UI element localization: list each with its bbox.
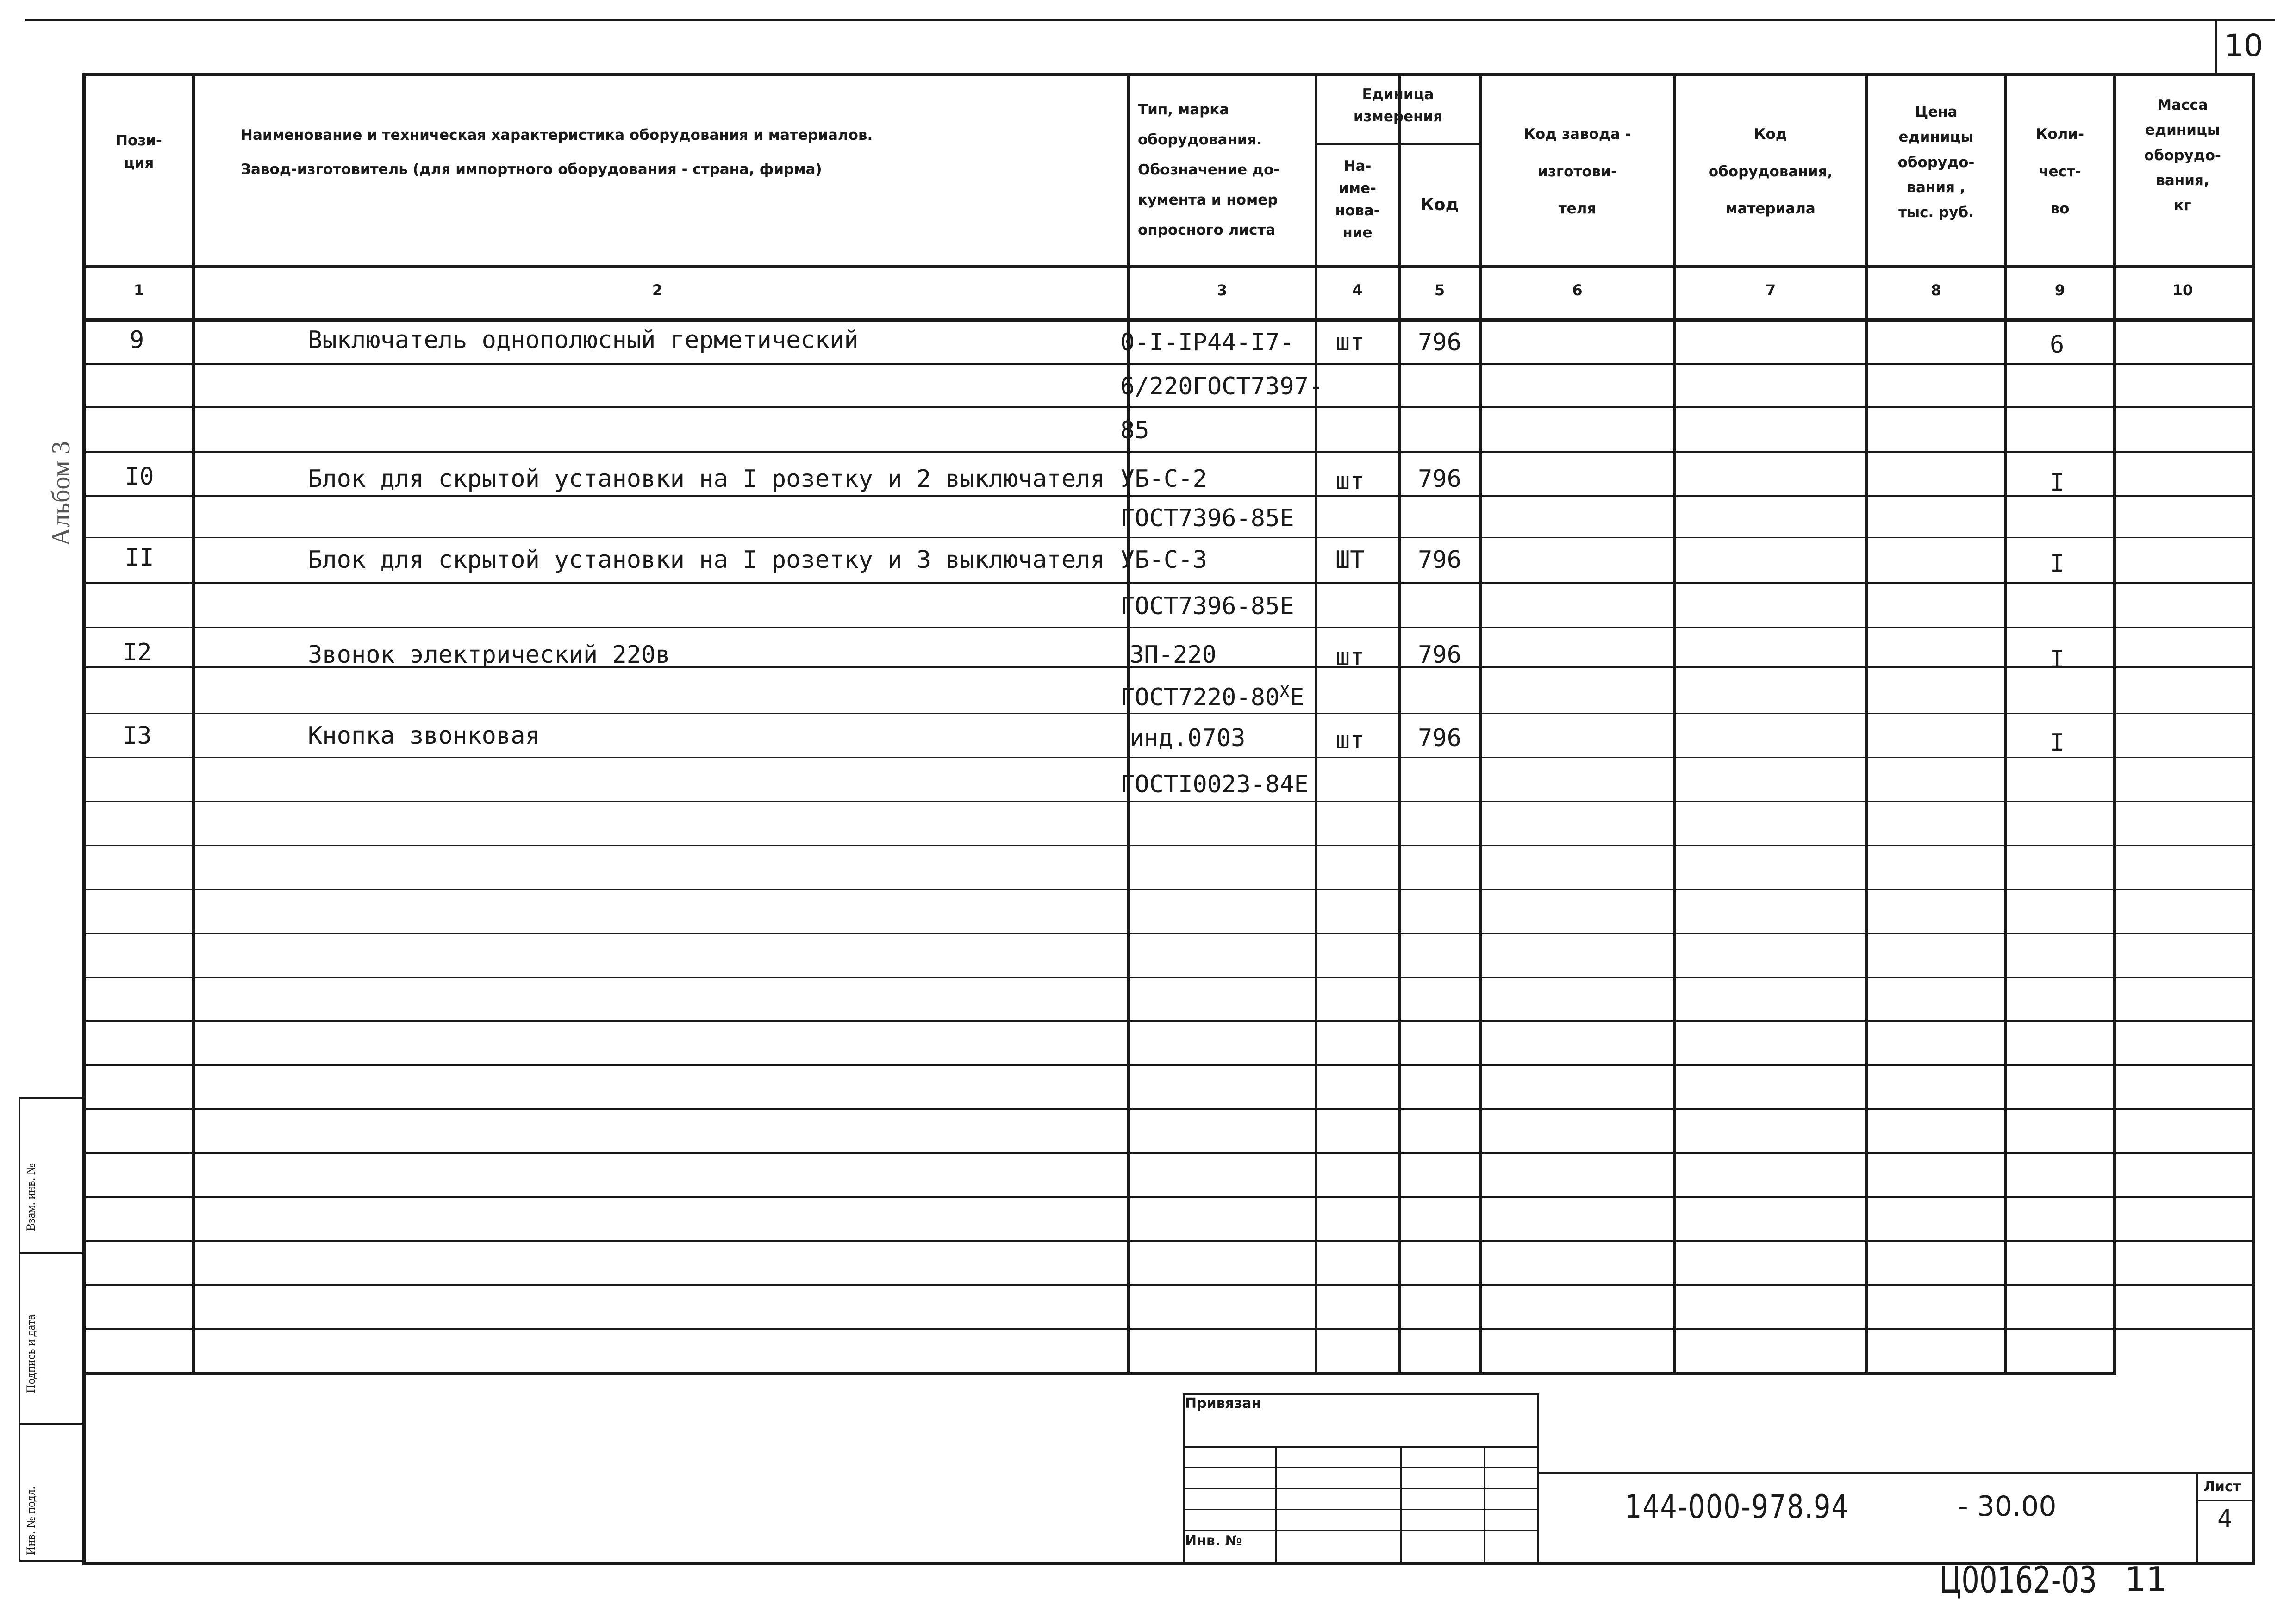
row-divider bbox=[82, 1284, 2252, 1286]
side-stamp-label-3: Инв. № подл. bbox=[24, 1486, 37, 1555]
row-5-name: Кнопка звонковая bbox=[308, 722, 540, 750]
col-header-4: На- име- нова- ние bbox=[1335, 158, 1380, 242]
row-3-name: Блок для скрытой установки на I розетку и 3 выключателя bbox=[308, 546, 1105, 574]
row-4-type-2-superscript: Х bbox=[1279, 682, 1290, 701]
col-header-10: Масса единицы оборудо- вания, кг bbox=[2144, 97, 2221, 214]
row-1-qty: 6 bbox=[2050, 331, 2065, 359]
row-divider bbox=[82, 1240, 2252, 1242]
code-block-top bbox=[1539, 1472, 2252, 1474]
column-divider bbox=[1398, 73, 1401, 1372]
column-divider bbox=[1479, 73, 1482, 1372]
col-number-7: 7 bbox=[1765, 281, 1776, 299]
row-4-code: 796 bbox=[1418, 641, 1461, 669]
sheet-box-divider bbox=[2196, 1500, 2252, 1501]
row-2-code: 796 bbox=[1418, 465, 1461, 493]
row-divider bbox=[82, 363, 2252, 365]
binding-strip-divider-2 bbox=[19, 1423, 83, 1425]
row-divider bbox=[82, 713, 2252, 714]
row-4-type-2-base: ГОСТ7220-80 bbox=[1120, 684, 1280, 711]
row-divider bbox=[82, 451, 2252, 453]
row-2-type-1: УБ-С-2 bbox=[1120, 465, 1207, 493]
row-5-type-2: ГОСТI0023-84Е bbox=[1120, 771, 1309, 798]
side-stamp-label-2: Подпись и дата bbox=[24, 1314, 37, 1393]
col-header-2: Наименование и техническая характеристика оборудования и материалов. Завод-изготовитель (для импортного оборудования - страна, фирма) bbox=[241, 127, 873, 178]
sheet-label: Лист bbox=[2203, 1479, 2241, 1495]
row-1-type-2: 6/220ГОСТ7397- bbox=[1120, 373, 1323, 400]
row-3-qty: I bbox=[2050, 550, 2065, 578]
row-divider bbox=[82, 582, 2252, 584]
row-4-type-1: ЗП-220 bbox=[1129, 641, 1217, 669]
row-divider bbox=[82, 1020, 2252, 1022]
col-header-1: Пози- ция bbox=[116, 132, 162, 172]
stamp-inv-no: Инв. № bbox=[1185, 1533, 1242, 1549]
unit-group-header: Единица измерения bbox=[1353, 86, 1443, 125]
binding-strip-bottom bbox=[19, 1560, 83, 1562]
stamp-privyazan: Привязан bbox=[1185, 1395, 1261, 1412]
row-3-type-2: ГОСТ7396-85Е bbox=[1120, 592, 1294, 620]
row-divider bbox=[82, 1196, 2252, 1198]
row-2-position: I0 bbox=[125, 463, 154, 491]
col-number-5: 5 bbox=[1434, 281, 1445, 299]
stamp-box-row bbox=[1183, 1530, 1539, 1531]
corner-box-left bbox=[2215, 19, 2217, 74]
sheet-box-left bbox=[2196, 1472, 2198, 1562]
binding-strip-outer bbox=[19, 1097, 20, 1560]
col-header-8: Цена единицы оборудо- вания , тыс. руб. bbox=[1897, 104, 1975, 221]
col-number-1: 1 bbox=[133, 281, 144, 299]
album-label: Альбом 3 bbox=[47, 441, 75, 546]
row-3-code: 796 bbox=[1418, 546, 1461, 574]
row-5-code: 796 bbox=[1418, 724, 1461, 752]
col-header-7: Код оборудования, материала bbox=[1708, 126, 1833, 218]
column-divider bbox=[2113, 73, 2116, 1372]
col-number-3: 3 bbox=[1217, 281, 1228, 299]
row-5-position: I3 bbox=[123, 722, 152, 750]
col-header-6: Код завода - изготови- теля bbox=[1523, 126, 1631, 218]
row-4-qty: I bbox=[2050, 646, 2065, 673]
col-header-5: Код bbox=[1420, 195, 1459, 214]
side-stamp-label-1: Взам. инв. № bbox=[24, 1163, 37, 1231]
row-1-code: 796 bbox=[1418, 329, 1461, 356]
row-4-position: I2 bbox=[123, 639, 152, 666]
row-3-type-1: УБ-С-3 bbox=[1120, 546, 1207, 574]
col-header-3: Тип, марка оборудования. Обозначение до- кумента и номер опросного листа bbox=[1138, 101, 1280, 239]
table-bottom-border bbox=[82, 1562, 2255, 1565]
top-rule bbox=[25, 19, 2275, 21]
row-1-type-1: 0-I-IP44-I7- bbox=[1120, 329, 1294, 356]
sheet-corner-number: 10 bbox=[2224, 28, 2263, 63]
row-1-name: Выключатель однополюсный герметический bbox=[308, 326, 859, 354]
col-number-4: 4 bbox=[1352, 281, 1363, 299]
row-divider bbox=[82, 889, 2252, 890]
row-divider bbox=[82, 933, 2252, 934]
bottom-inventory-code: Ц00162-03 bbox=[1940, 1560, 2097, 1601]
row-2-name: Блок для скрытой установки на I розетку и 2 выключателя bbox=[308, 465, 1105, 493]
column-divider bbox=[1673, 73, 1676, 1372]
row-4-type-2 bbox=[1120, 676, 1304, 711]
col-number-9: 9 bbox=[2054, 281, 2065, 299]
row-divider bbox=[82, 495, 2252, 497]
row-divider bbox=[82, 977, 2252, 978]
binding-strip-top bbox=[19, 1097, 83, 1099]
row-1-position: 9 bbox=[130, 326, 144, 354]
row-2-unit: шт bbox=[1335, 467, 1365, 495]
row-divider bbox=[82, 627, 2252, 628]
col-header-9: Коли- чест- во bbox=[2036, 126, 2084, 218]
column-divider bbox=[1315, 73, 1317, 1372]
row-3-unit: ШТ bbox=[1335, 546, 1365, 574]
row-4-name: Звонок электрический 220в bbox=[308, 641, 670, 669]
bottom-index: 11 bbox=[2125, 1560, 2167, 1599]
table-right-border bbox=[2252, 73, 2255, 1562]
row-divider bbox=[82, 1064, 2252, 1066]
row-2-qty: I bbox=[2050, 469, 2065, 497]
column-number-bottom-line bbox=[82, 318, 2252, 322]
stamp-box-row bbox=[1183, 1509, 1539, 1510]
row-divider bbox=[82, 801, 2252, 802]
header-bottom-line bbox=[82, 265, 2252, 268]
sheet-number: 4 bbox=[2217, 1504, 2233, 1533]
row-divider bbox=[82, 1108, 2252, 1110]
row-4-unit: шт bbox=[1335, 643, 1365, 671]
stamp-box-right bbox=[1537, 1393, 1539, 1562]
stamp-box-column bbox=[1400, 1446, 1402, 1562]
row-divider bbox=[82, 757, 2252, 758]
table-left-border bbox=[82, 73, 86, 1562]
row-4-type-2-suffix: Е bbox=[1290, 684, 1304, 711]
row-2-type-2: ГОСТ7396-85Е bbox=[1120, 504, 1294, 532]
document-suffix: - 30.00 bbox=[1958, 1490, 2057, 1523]
stamp-box-column bbox=[1484, 1446, 1485, 1562]
row-divider bbox=[82, 845, 2252, 846]
column-divider bbox=[2004, 73, 2007, 1372]
stamp-box-row bbox=[1183, 1446, 1539, 1448]
row-1-type-3: 85 bbox=[1120, 417, 1149, 444]
col-number-8: 8 bbox=[1931, 281, 1941, 299]
document-code: 144-000-978.94 bbox=[1625, 1488, 1849, 1526]
table-top-border bbox=[82, 73, 2252, 76]
row-divider bbox=[82, 1152, 2252, 1154]
row-5-type-1: инд.0703 bbox=[1129, 724, 1246, 752]
stamp-box-row bbox=[1183, 1488, 1539, 1489]
col-number-10: 10 bbox=[2172, 281, 2193, 299]
table-body-bottom-line bbox=[82, 1372, 2116, 1375]
row-5-unit: шт bbox=[1335, 727, 1365, 754]
stamp-box-column bbox=[1275, 1446, 1277, 1562]
column-divider bbox=[1866, 73, 1868, 1372]
row-divider bbox=[82, 406, 2252, 408]
row-5-qty: I bbox=[2050, 729, 2065, 757]
row-1-unit: шт bbox=[1335, 329, 1365, 356]
row-divider bbox=[82, 537, 2252, 538]
column-divider bbox=[192, 73, 195, 1372]
binding-strip-divider-1 bbox=[19, 1252, 83, 1254]
row-divider bbox=[82, 1328, 2252, 1330]
col-number-2: 2 bbox=[652, 281, 663, 299]
stamp-box-row bbox=[1183, 1467, 1539, 1468]
col-number-6: 6 bbox=[1572, 281, 1583, 299]
row-3-position: II bbox=[125, 544, 154, 572]
